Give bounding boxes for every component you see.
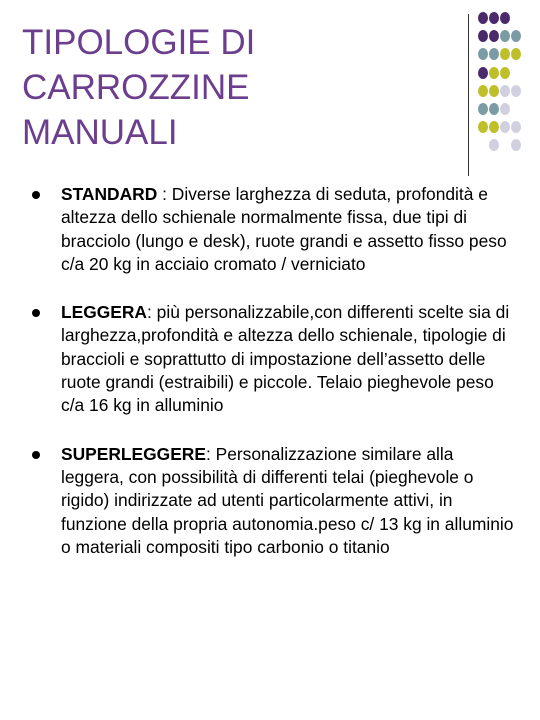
bullet-icon [32, 191, 40, 199]
bullet-text: : Diverse larghezza di seduta, profondità e altezza dello schienale normalmente fissa, due tipi di bracciolo (lungo e desk), ruote grandi e assetto fisso peso c/a 20 kg in acciaio cromato / verniciato [61, 184, 507, 274]
decorative-dot [489, 85, 499, 97]
decorative-dot [500, 85, 510, 97]
decorative-dot [500, 48, 510, 60]
decorative-dot [489, 48, 499, 60]
title-line-1: TIPOLOGIE DI [22, 23, 256, 62]
decorative-dot [511, 139, 521, 151]
decorative-dot [478, 121, 488, 133]
decorative-dot [489, 121, 499, 133]
decorative-dot [489, 12, 499, 24]
decorative-dot [489, 30, 499, 42]
decorative-dot-grid [478, 12, 538, 162]
decorative-dot [511, 30, 521, 42]
decorative-dot [500, 103, 510, 115]
bullet-term: SUPERLEGGERE [61, 443, 206, 464]
decorative-dot [511, 121, 521, 133]
decorative-dot [500, 30, 510, 42]
bullet-text: : Personalizzazione similare alla leggera, con possibilità di differenti telai (pieghevole o rigido) indirizzate ad utenti particolarmente attivi, in funzione della propria autonomia.peso c/ 13 kg in alluminio o materiali compositi tipo carbonio o titanio [61, 443, 514, 557]
decorative-dot [478, 30, 488, 42]
bullet-standard [30, 183, 520, 276]
bullet-term: LEGGERA [61, 302, 147, 323]
decorative-dot [511, 85, 521, 97]
decorative-dot [500, 67, 510, 79]
decorative-dot [489, 67, 499, 79]
decorative-dot [489, 139, 499, 151]
vertical-divider [468, 14, 469, 176]
decorative-dot [511, 48, 521, 60]
bullet-text: : più personalizzabile,con differenti scelte sia di larghezza,profondità e altezza dello schienale, tipologie di braccioli e soprattutto di impostazione dell’assetto delle ruote grandi (estraibili) e piccole. Telaio pieghevole peso c/a 16 kg in alluminio [61, 302, 510, 416]
bullet-superleggere [30, 443, 520, 559]
decorative-dot [500, 121, 510, 133]
decorative-dot [478, 103, 488, 115]
bullet-leggera [30, 301, 520, 417]
bullet-term: STANDARD [61, 184, 158, 204]
title-line-2: CARROZZINE [22, 68, 250, 107]
bullet-icon [32, 451, 40, 459]
bullet-list [30, 183, 520, 584]
decorative-dot [478, 85, 488, 97]
slide-title [22, 20, 442, 155]
decorative-dot [500, 12, 510, 24]
decorative-dot [478, 48, 488, 60]
title-line-3: MANUALI [22, 113, 178, 152]
bullet-icon [32, 309, 40, 317]
decorative-dot [478, 67, 488, 79]
decorative-dot [489, 103, 499, 115]
decorative-dot [478, 12, 488, 24]
